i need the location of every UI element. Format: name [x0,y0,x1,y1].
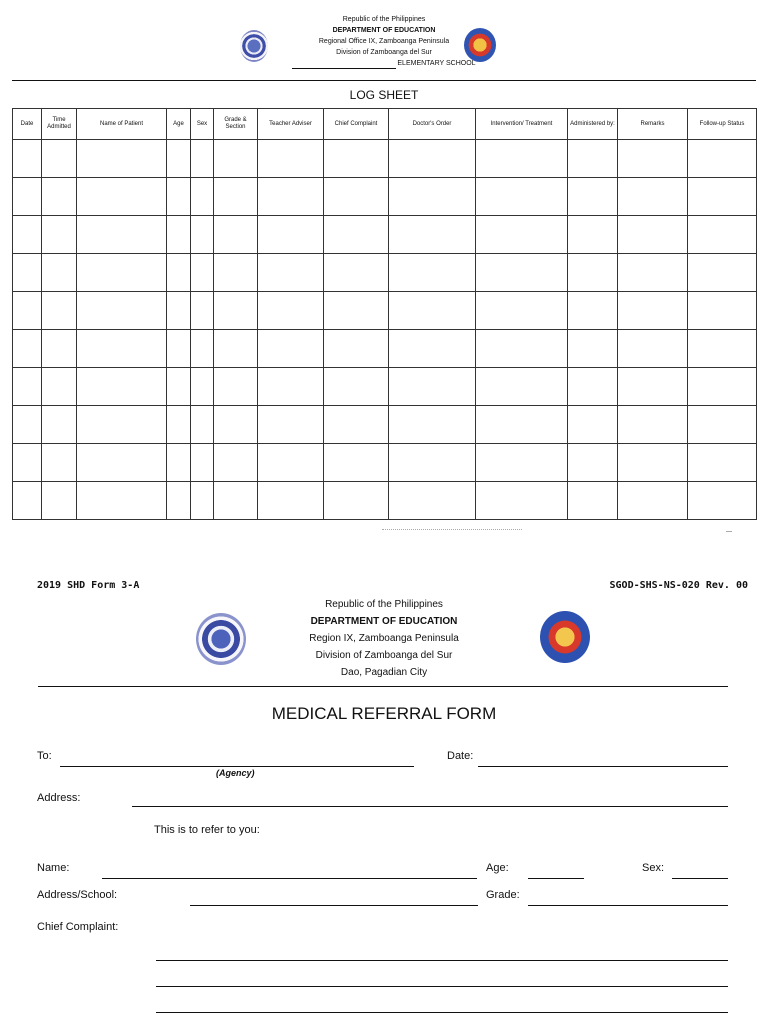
column-header: Age [167,109,191,140]
log-table-cell[interactable] [167,292,191,330]
log-table-cell[interactable] [568,330,618,368]
sex-label: Sex: [642,862,665,874]
log-table-cell[interactable] [77,254,167,292]
school-text: ELEMENTARY SCHOOL [397,60,476,67]
log-table-cell[interactable] [688,216,757,254]
log-table-cell[interactable] [77,368,167,406]
log-table-row [13,368,757,406]
log-table-cell[interactable] [258,254,324,292]
log-table-cell[interactable] [214,330,258,368]
log-table-cell[interactable] [618,444,688,482]
log-table-cell[interactable] [77,216,167,254]
log-table-cell[interactable] [389,444,476,482]
log-table-cell[interactable] [77,482,167,520]
log-table-cell[interactable] [214,368,258,406]
name-label: Name: [37,862,70,874]
log-table-cell[interactable] [324,330,389,368]
log-table-cell[interactable] [191,406,214,444]
log-table-cell[interactable] [214,482,258,520]
log-table-cell[interactable] [688,406,757,444]
log-table [12,108,757,520]
division-text: Division of Zamboanga del Sur [315,650,453,661]
log-table-cell[interactable] [167,216,191,254]
log-table-cell[interactable] [389,482,476,520]
refer-text: This is to refer to you: [154,824,260,836]
log-table-cell[interactable] [324,254,389,292]
log-table-cell[interactable] [77,406,167,444]
log-table-cell[interactable] [258,406,324,444]
log-table-cell[interactable] [191,330,214,368]
name-field[interactable] [102,878,477,879]
log-table-cell[interactable] [167,140,191,178]
age-field[interactable] [528,878,584,879]
column-header: Follow-up Status [688,109,757,140]
log-table-cell[interactable] [568,406,618,444]
log-table-cell[interactable] [13,178,42,216]
log-table-cell[interactable] [688,330,757,368]
log-table-cell[interactable] [214,178,258,216]
log-table-cell[interactable] [568,216,618,254]
log-table-cell[interactable] [42,406,77,444]
log-table-cell[interactable] [476,406,568,444]
form-title: MEDICAL REFERRAL FORM [271,704,497,723]
log-table-cell[interactable] [688,482,757,520]
log-header [0,14,768,69]
log-table-cell[interactable] [77,292,167,330]
grade-label: Grade: [486,889,520,901]
footer-faint-mark [726,531,732,532]
column-header: Administered by: [568,109,618,140]
age-label: Age: [486,862,509,874]
log-table-cell[interactable] [258,216,324,254]
log-table-cell[interactable] [389,292,476,330]
log-table-row [13,254,757,292]
log-table-cell[interactable] [13,140,42,178]
log-table-cell[interactable] [77,140,167,178]
log-table-cell[interactable] [77,330,167,368]
division-text: Division of Zamboanga del Sur [336,49,432,56]
log-table-cell[interactable] [618,406,688,444]
log-table-cell[interactable] [167,178,191,216]
log-table-cell[interactable] [214,444,258,482]
log-table-row [13,330,757,368]
sex-field[interactable] [672,878,728,879]
log-table-cell[interactable] [618,292,688,330]
column-header: Time Admitted [42,109,77,140]
log-table-cell[interactable] [618,140,688,178]
log-table-cell[interactable] [389,406,476,444]
log-table-header [13,109,757,140]
region-text: Regional Office IX, Zamboanga Peninsula [318,38,450,45]
log-table-row [13,444,757,482]
log-table-cell[interactable] [324,482,389,520]
chief-complaint-line[interactable] [156,986,728,987]
log-table-cell[interactable] [476,140,568,178]
log-table-cell[interactable] [688,178,757,216]
log-table-row [13,292,757,330]
column-header: Date [13,109,42,140]
log-table-cell[interactable] [258,482,324,520]
column-header: Doctor's Order [389,109,476,140]
log-table-cell[interactable] [568,482,618,520]
log-table-cell[interactable] [13,368,42,406]
log-table-cell[interactable] [389,178,476,216]
log-table-cell[interactable] [167,406,191,444]
log-table-cell[interactable] [618,330,688,368]
to-field[interactable] [60,766,414,767]
log-table-cell[interactable] [258,368,324,406]
log-table-cell[interactable] [618,216,688,254]
chief-complaint-line[interactable] [156,960,728,961]
log-table-cell[interactable] [688,292,757,330]
referral-form-page [0,560,768,1024]
log-table-cell[interactable] [13,292,42,330]
agency-label: (Agency) [216,768,255,778]
log-table-body [13,140,757,520]
log-table-cell[interactable] [324,140,389,178]
log-table-cell[interactable] [568,368,618,406]
log-table-row [13,482,757,520]
city-text: Dao, Pagadian City [340,667,428,678]
log-table-cell[interactable] [13,254,42,292]
log-table-cell[interactable] [389,254,476,292]
log-table-cell[interactable] [258,292,324,330]
to-label: To: [37,750,52,762]
column-header: Grade & Section [214,109,258,140]
log-table-cell[interactable] [568,140,618,178]
log-sheet-title: LOG SHEET [349,88,419,102]
log-table-row [13,406,757,444]
log-table-cell[interactable] [476,368,568,406]
log-table-cell[interactable] [389,368,476,406]
grade-field[interactable] [528,905,728,906]
log-table-cell[interactable] [42,444,77,482]
log-table-row [13,216,757,254]
log-table-cell[interactable] [324,444,389,482]
log-table-cell[interactable] [167,368,191,406]
school-line [292,58,475,69]
log-table-row [13,178,757,216]
log-table-cell[interactable] [324,216,389,254]
log-table-cell[interactable] [42,292,77,330]
log-table-cell[interactable] [324,292,389,330]
referral-header [0,596,768,681]
log-table-cell[interactable] [618,482,688,520]
log-table-cell[interactable] [42,140,77,178]
log-table-cell[interactable] [258,140,324,178]
log-table-cell[interactable] [618,254,688,292]
log-table-cell[interactable] [618,368,688,406]
log-table-cell[interactable] [77,444,167,482]
republic-text: Republic of the Philippines [325,599,443,610]
log-table-cell[interactable] [389,330,476,368]
log-table-cell[interactable] [214,216,258,254]
log-table-cell[interactable] [191,216,214,254]
log-table-cell[interactable] [13,482,42,520]
chief-complaint-line[interactable] [156,1012,728,1013]
chief-complaint-label: Chief Complaint: [37,921,119,933]
log-table-cell[interactable] [214,292,258,330]
column-header: Chief Complaint [324,109,389,140]
log-table-cell[interactable] [42,482,77,520]
log-table-cell[interactable] [77,178,167,216]
log-table-cell[interactable] [476,330,568,368]
log-table-cell[interactable] [42,216,77,254]
log-table-cell[interactable] [13,330,42,368]
address-school-field[interactable] [190,905,478,906]
log-table-cell[interactable] [476,444,568,482]
log-table-cell[interactable] [688,254,757,292]
reference-code: SGOD-SHS-NS-020 Rev. 00 [609,580,748,591]
log-table-cell[interactable] [568,178,618,216]
log-table-cell[interactable] [258,330,324,368]
date-label: Date: [447,750,474,762]
log-table-cell[interactable] [258,444,324,482]
log-table-cell[interactable] [42,368,77,406]
log-table-cell[interactable] [618,178,688,216]
log-table-cell[interactable] [688,444,757,482]
column-header: Teacher Adviser [258,109,324,140]
address-school-label: Address/School: [37,889,118,901]
department-text: DEPARTMENT OF EDUCATION [310,616,458,627]
log-table-row [13,140,757,178]
log-table-cell[interactable] [476,216,568,254]
column-header: Sex [191,109,214,140]
log-table-cell[interactable] [191,292,214,330]
log-table-cell[interactable] [214,254,258,292]
log-table-cell[interactable] [167,330,191,368]
log-table-cell[interactable] [13,444,42,482]
log-table-cell[interactable] [214,140,258,178]
log-table-cell[interactable] [167,482,191,520]
header-divider [12,80,756,81]
log-table-cell[interactable] [191,140,214,178]
log-table-cell[interactable] [13,216,42,254]
address-label: Address: [37,792,81,804]
log-table-cell[interactable] [476,254,568,292]
log-table-cell[interactable] [191,178,214,216]
log-table-cell[interactable] [688,140,757,178]
log-table-cell[interactable] [167,444,191,482]
log-table-cell[interactable] [324,368,389,406]
footer-faint-text [382,529,522,530]
department-text: DEPARTMENT OF EDUCATION [332,27,436,34]
address-field[interactable] [132,806,728,807]
log-table-cell[interactable] [214,406,258,444]
log-table-cell[interactable] [191,368,214,406]
log-table-cell[interactable] [476,178,568,216]
log-table-cell[interactable] [476,292,568,330]
log-table-cell[interactable] [191,482,214,520]
log-table-cell[interactable] [42,254,77,292]
date-field[interactable] [478,766,728,767]
column-header: Intervention/ Treatment [476,109,568,140]
log-table-cell[interactable] [389,140,476,178]
republic-text: Republic of the Philippines [342,16,426,23]
log-table-cell[interactable] [389,216,476,254]
log-table-cell[interactable] [167,254,191,292]
log-table-cell[interactable] [324,178,389,216]
log-table-cell[interactable] [568,292,618,330]
log-table-cell[interactable] [258,178,324,216]
column-header: Name of Patient [77,109,167,140]
column-header: Remarks [618,109,688,140]
log-table-cell[interactable] [42,178,77,216]
school-name-blank[interactable] [292,60,396,69]
log-table-cell[interactable] [568,444,618,482]
form-code: 2019 SHD Form 3-A [37,580,140,591]
log-table-cell[interactable] [191,444,214,482]
log-table-cell[interactable] [324,406,389,444]
log-table-cell[interactable] [688,368,757,406]
region-text: Region IX, Zamboanga Peninsula [309,633,459,644]
header-divider [38,686,728,687]
log-table-cell[interactable] [13,406,42,444]
log-table-cell[interactable] [42,330,77,368]
log-table-cell[interactable] [191,254,214,292]
log-table-cell[interactable] [568,254,618,292]
log-table-cell[interactable] [476,482,568,520]
